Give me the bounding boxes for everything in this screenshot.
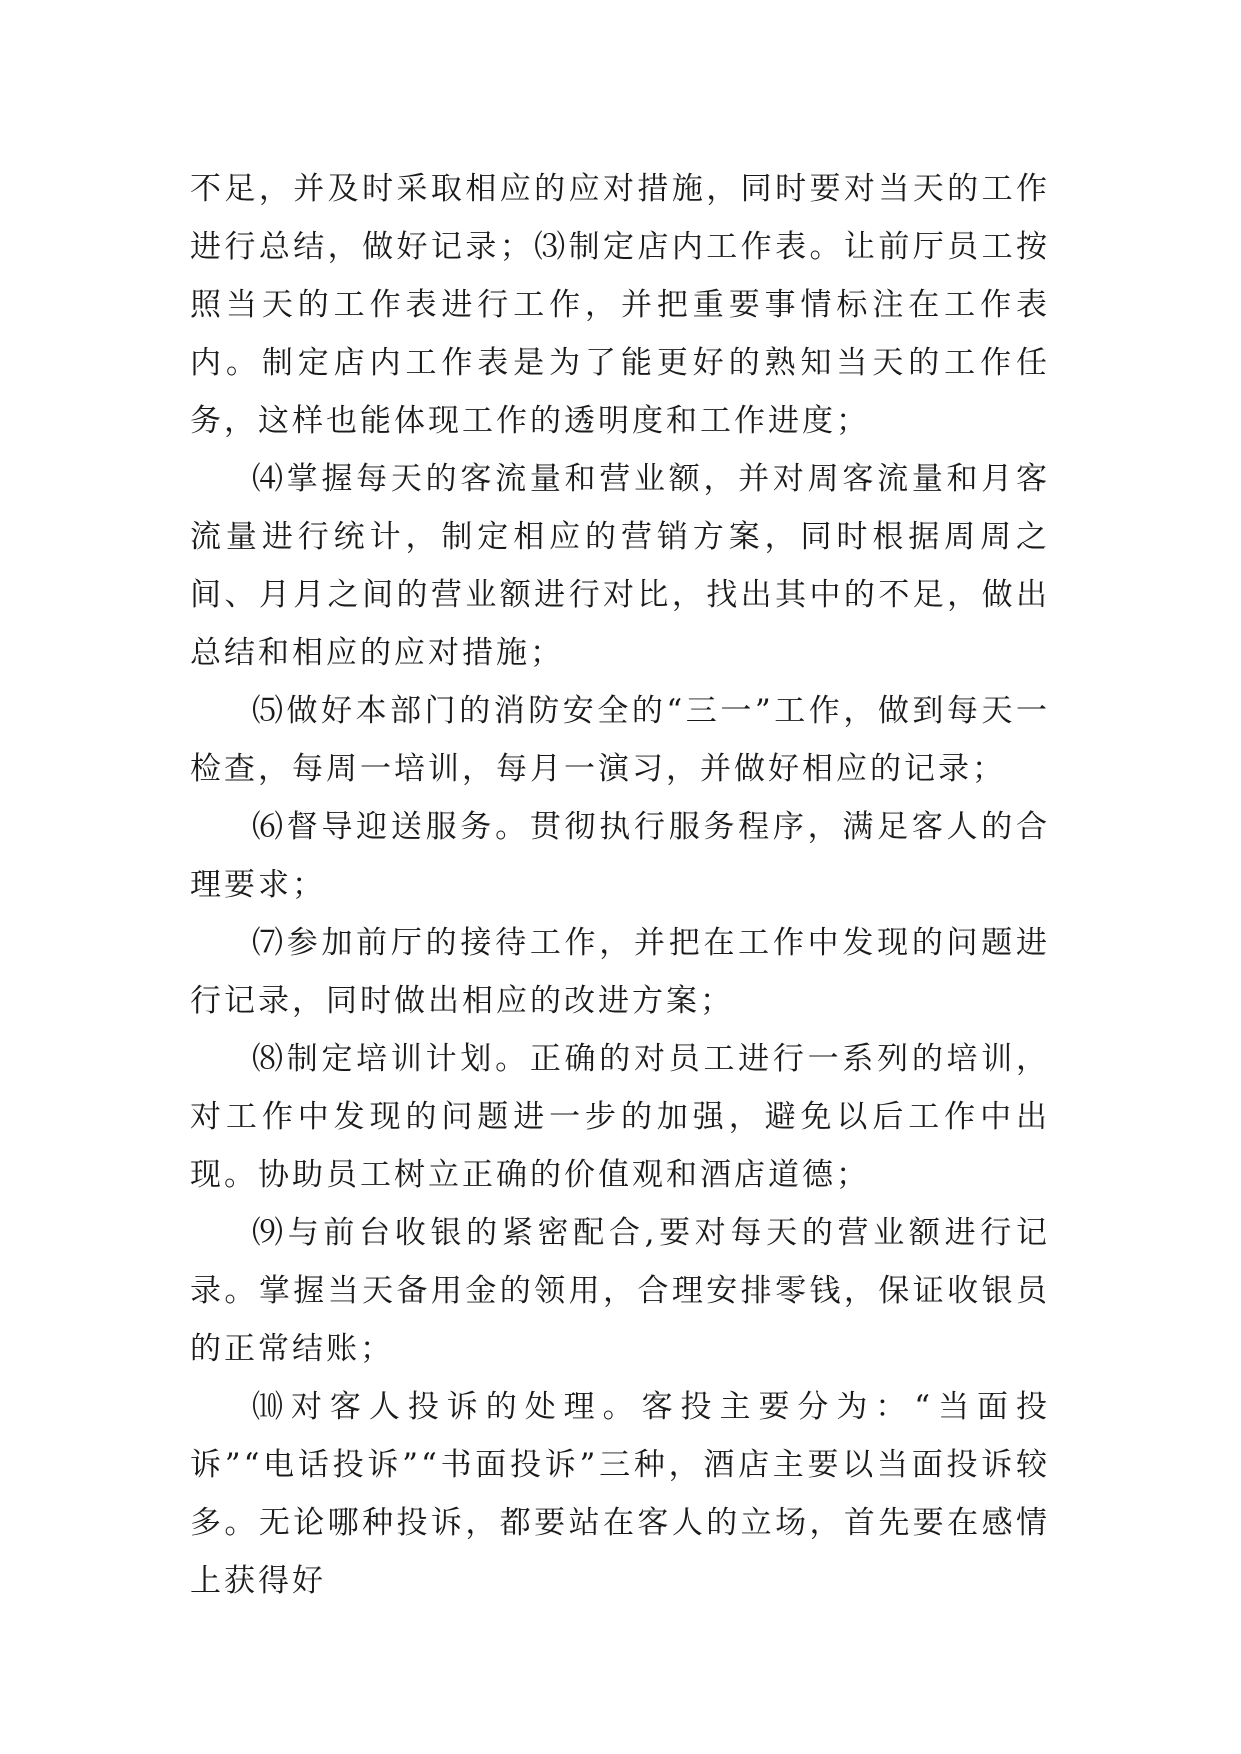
paragraph-item-7: ⑺参加前厅的接待工作，并把在工作中发现的问题进行记录，同时做出相应的改进方案；	[190, 925, 1050, 1019]
paragraph-continuation: 不足，并及时采取相应的应对措施，同时要对当天的工作进行总结，做好记录；⑶制定店内工作表。让前厅员工按照当天的工作表进行工作，并把重要事情标注在工作表内。制定店内工作表是为了能更好的熟知当天的工作任务，这样也能体现工作的透明度和工作进度；	[190, 171, 1050, 439]
paragraph-item-8: ⑻制定培训计划。正确的对员工进行一系列的培训，对工作中发现的问题进一步的加强，避免以后工作中出现。协助员工树立正确的价值观和酒店道德；	[190, 1041, 1050, 1193]
paragraph-item-4: ⑷掌握每天的客流量和营业额，并对周客流量和月客流量进行统计，制定相应的营销方案，同时根据周周之间、月月之间的营业额进行对比，找出其中的不足，做出总结和相应的应对措施；	[190, 461, 1050, 671]
paragraph-item-5: ⑸做好本部门的消防安全的“三一”工作，做到每天一检查，每周一培训，每月一演习，并做好相应的记录；	[190, 693, 1050, 787]
document-body	[190, 160, 1050, 1610]
paragraph-item-10: ⑽对客人投诉的处理。客投主要分为：“当面投诉”“电话投诉”“书面投诉”三种，酒店主要以当面投诉较多。无论哪种投诉，都要站在客人的立场，首先要在感情上获得好	[190, 1389, 1050, 1599]
paragraph-item-9: ⑼与前台收银的紧密配合,要对每天的营业额进行记录。掌握当天备用金的领用，合理安排零钱，保证收银员的正常结账；	[190, 1215, 1050, 1367]
paragraph-item-6: ⑹督导迎送服务。贯彻执行服务程序，满足客人的合理要求；	[190, 809, 1050, 903]
